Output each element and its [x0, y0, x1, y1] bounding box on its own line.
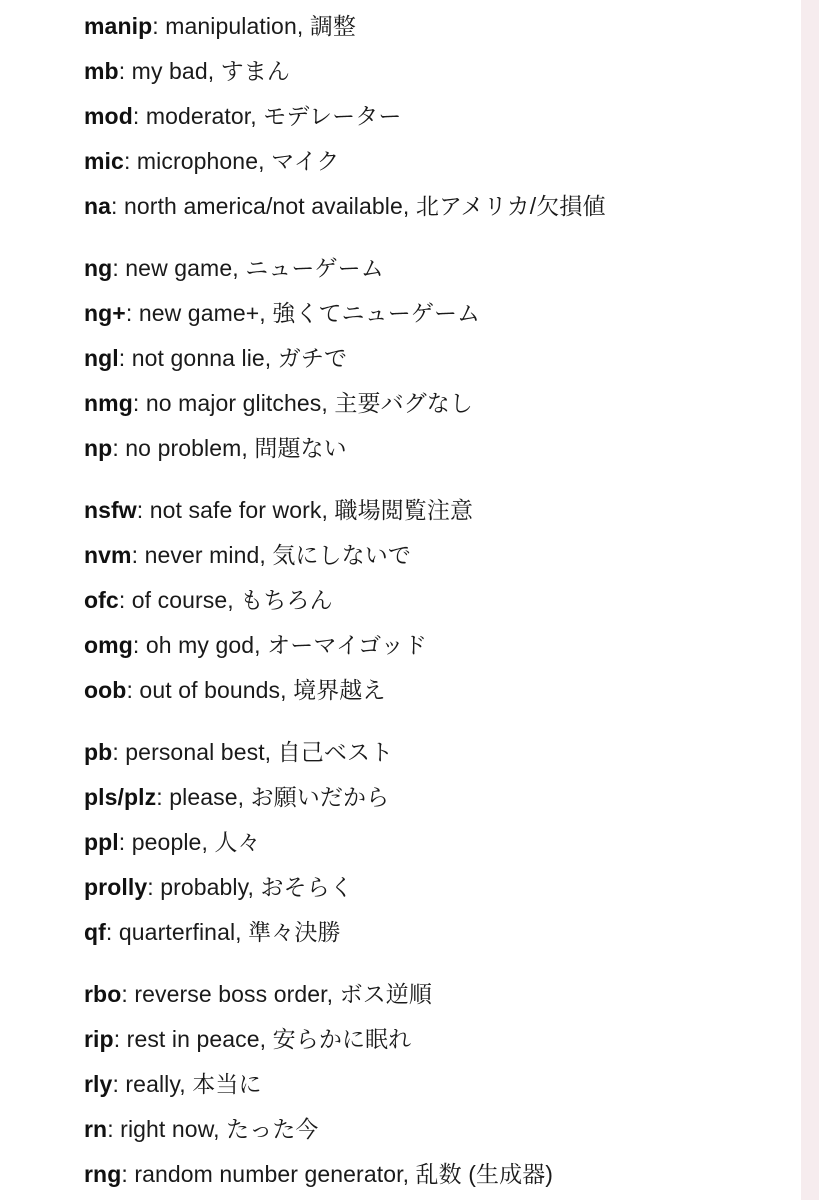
entry-definition: : quarterfinal, 準々決勝 [105, 919, 341, 945]
glossary-entry [84, 184, 784, 229]
entry-term: nsfw [84, 497, 137, 523]
entry-term: nvm [84, 542, 132, 568]
entry-definition: : my bad, すまん [118, 58, 290, 84]
glossary-group [84, 488, 784, 713]
entry-definition: : new game, ニューゲーム [112, 255, 384, 281]
glossary-entry [84, 1152, 784, 1197]
entry-term: rng [84, 1161, 122, 1187]
entry-definition: : new game+, 強くてニューゲーム [125, 300, 481, 326]
entry-term: rip [84, 1026, 114, 1052]
entry-definition: : reverse boss order, ボス逆順 [121, 981, 432, 1007]
glossary-entry [84, 336, 784, 381]
glossary-entry [84, 533, 784, 578]
entry-term: mic [84, 148, 124, 174]
entry-definition: : personal best, 自己ベスト [112, 739, 394, 765]
entry-term: manip [84, 13, 153, 39]
glossary-entry [84, 4, 784, 49]
glossary-entry [84, 730, 784, 775]
entry-definition: : north america/not available, 北アメリカ/欠損値 [111, 193, 606, 219]
entry-term: qf [84, 919, 106, 945]
glossary-entry [84, 139, 784, 184]
entry-definition: : right now, たった今 [107, 1116, 319, 1142]
entry-definition: : no problem, 問題ない [112, 435, 347, 461]
glossary-entry [84, 1107, 784, 1152]
glossary-entry [84, 865, 784, 910]
glossary-entry [84, 291, 784, 336]
entry-definition: : microphone, マイク [123, 148, 340, 174]
glossary-entry [84, 972, 784, 1017]
entry-definition: : random number generator, 乱数 (生成器) [121, 1161, 554, 1187]
entry-term: ppl [84, 829, 119, 855]
entry-term: rly [84, 1071, 113, 1097]
entry-term: np [84, 435, 113, 461]
entry-definition: : not gonna lie, ガチで [118, 345, 348, 371]
glossary-list [84, 4, 784, 1197]
entry-term: mb [84, 58, 119, 84]
entry-definition: : really, 本当に [112, 1071, 262, 1097]
entry-term: na [84, 193, 112, 219]
entry-term: oob [84, 677, 127, 703]
glossary-group [84, 972, 784, 1197]
entry-definition: : rest in peace, 安らかに眠れ [113, 1026, 412, 1052]
glossary-entry [84, 426, 784, 471]
glossary-entry [84, 910, 784, 955]
entry-term: ng+ [84, 300, 126, 326]
entry-definition: : please, お願いだから [156, 784, 390, 810]
glossary-entry [84, 381, 784, 426]
entry-definition: : out of bounds, 境界越え [126, 677, 386, 703]
glossary-group [84, 246, 784, 471]
entry-term: rn [84, 1116, 108, 1142]
entry-term: mod [84, 103, 133, 129]
entry-term: pb [84, 739, 113, 765]
glossary-entry [84, 668, 784, 713]
glossary-entry [84, 94, 784, 139]
glossary-entry [84, 246, 784, 291]
glossary-entry [84, 578, 784, 623]
entry-definition: : no major glitches, 主要バグなし [132, 390, 473, 416]
glossary-entry [84, 775, 784, 820]
glossary-entry [84, 49, 784, 94]
glossary-entry [84, 488, 784, 533]
entry-definition: : of course, もちろん [118, 587, 333, 613]
entry-term: ofc [84, 587, 119, 613]
entry-term: omg [84, 632, 133, 658]
entry-definition: : probably, おそらく [147, 874, 353, 900]
entry-term: nmg [84, 390, 133, 416]
glossary-entry [84, 623, 784, 668]
glossary-group [84, 4, 784, 229]
entry-term: ngl [84, 345, 119, 371]
entry-term: prolly [84, 874, 148, 900]
entry-term: pls/plz [84, 784, 157, 810]
glossary-entry [84, 820, 784, 865]
glossary-group [84, 730, 784, 955]
entry-definition: : people, 人々 [118, 829, 261, 855]
glossary-entry [84, 1017, 784, 1062]
entry-term: ng [84, 255, 113, 281]
entry-definition: : moderator, モデレーター [132, 103, 402, 129]
entry-definition: : never mind, 気にしないで [131, 542, 411, 568]
entry-definition: : not safe for work, 職場閲覧注意 [136, 497, 474, 523]
glossary-entry [84, 1062, 784, 1107]
entry-definition: : manipulation, 調整 [152, 13, 357, 39]
entry-definition: : oh my god, オーマイゴッド [132, 632, 427, 658]
entry-term: rbo [84, 981, 122, 1007]
